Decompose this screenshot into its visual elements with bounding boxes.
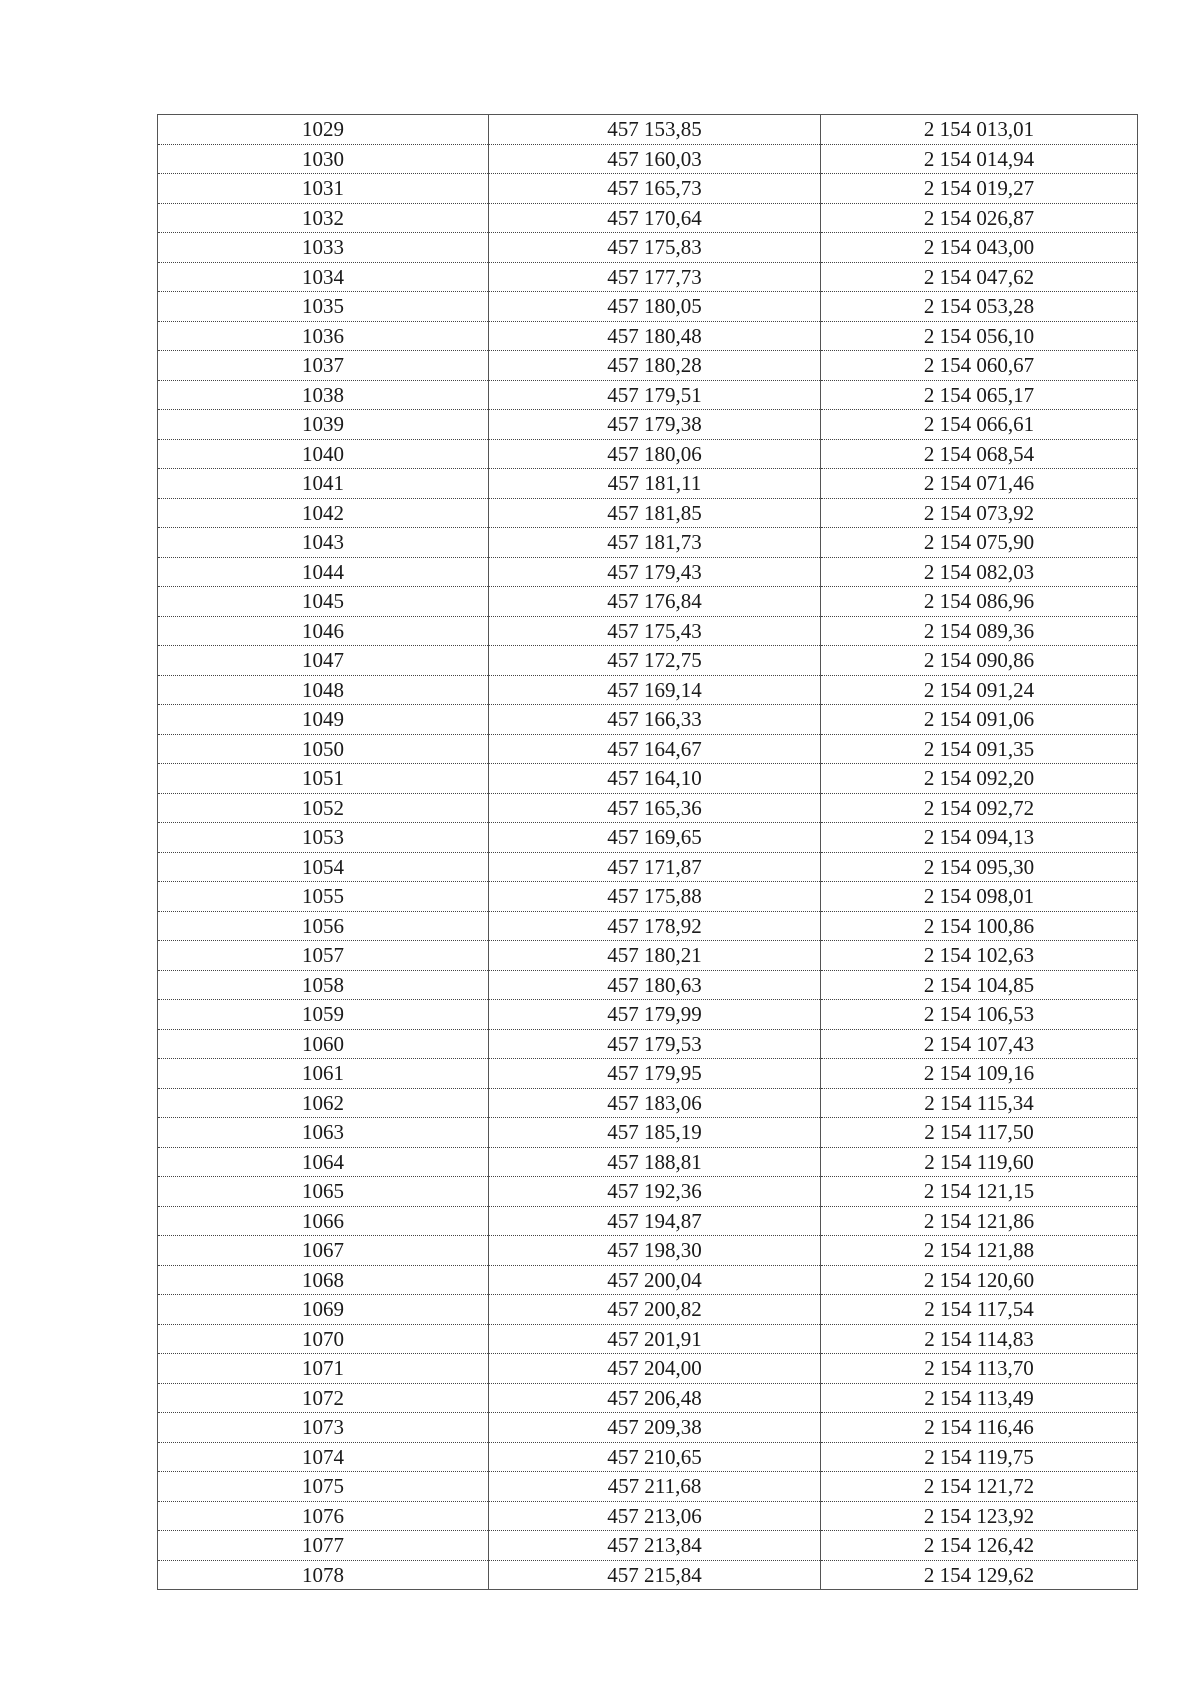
- y-coordinate-cell: 2 154 098,01: [821, 882, 1138, 912]
- x-coordinate-cell: 457 179,99: [489, 1000, 821, 1030]
- point-number-cell: 1042: [158, 498, 489, 528]
- x-coordinate-cell: 457 209,38: [489, 1413, 821, 1443]
- table-row: [158, 941, 1138, 971]
- table-row: [158, 351, 1138, 381]
- y-coordinate-cell: 2 154 123,92: [821, 1501, 1138, 1531]
- point-number-cell: 1069: [158, 1295, 489, 1325]
- y-coordinate-cell: 2 154 014,94: [821, 144, 1138, 174]
- table-row: [158, 911, 1138, 941]
- y-coordinate-cell: 2 154 121,86: [821, 1206, 1138, 1236]
- point-number-cell: 1065: [158, 1177, 489, 1207]
- y-coordinate-cell: 2 154 053,28: [821, 292, 1138, 322]
- y-coordinate-cell: 2 154 089,36: [821, 616, 1138, 646]
- point-number-cell: 1043: [158, 528, 489, 558]
- x-coordinate-cell: 457 179,53: [489, 1029, 821, 1059]
- y-coordinate-cell: 2 154 082,03: [821, 557, 1138, 587]
- x-coordinate-cell: 457 211,68: [489, 1472, 821, 1502]
- table-row: [158, 1088, 1138, 1118]
- point-number-cell: 1057: [158, 941, 489, 971]
- table-row: [158, 144, 1138, 174]
- point-number-cell: 1052: [158, 793, 489, 823]
- y-coordinate-cell: 2 154 094,13: [821, 823, 1138, 853]
- coordinates-table-body: [158, 115, 1138, 1590]
- y-coordinate-cell: 2 154 091,24: [821, 675, 1138, 705]
- x-coordinate-cell: 457 177,73: [489, 262, 821, 292]
- point-number-cell: 1077: [158, 1531, 489, 1561]
- x-coordinate-cell: 457 179,51: [489, 380, 821, 410]
- y-coordinate-cell: 2 154 091,06: [821, 705, 1138, 735]
- table-row: [158, 882, 1138, 912]
- table-row: [158, 764, 1138, 794]
- table-row: [158, 1000, 1138, 1030]
- table-row: [158, 1236, 1138, 1266]
- point-number-cell: 1046: [158, 616, 489, 646]
- table-row: [158, 498, 1138, 528]
- point-number-cell: 1047: [158, 646, 489, 676]
- table-row: [158, 646, 1138, 676]
- table-row: [158, 380, 1138, 410]
- point-number-cell: 1041: [158, 469, 489, 499]
- x-coordinate-cell: 457 213,06: [489, 1501, 821, 1531]
- point-number-cell: 1033: [158, 233, 489, 263]
- x-coordinate-cell: 457 198,30: [489, 1236, 821, 1266]
- x-coordinate-cell: 457 179,38: [489, 410, 821, 440]
- x-coordinate-cell: 457 170,64: [489, 203, 821, 233]
- y-coordinate-cell: 2 154 073,92: [821, 498, 1138, 528]
- table-row: [158, 174, 1138, 204]
- point-number-cell: 1071: [158, 1354, 489, 1384]
- point-number-cell: 1068: [158, 1265, 489, 1295]
- x-coordinate-cell: 457 179,95: [489, 1059, 821, 1089]
- x-coordinate-cell: 457 171,87: [489, 852, 821, 882]
- point-number-cell: 1078: [158, 1560, 489, 1590]
- table-row: [158, 1206, 1138, 1236]
- x-coordinate-cell: 457 166,33: [489, 705, 821, 735]
- x-coordinate-cell: 457 160,03: [489, 144, 821, 174]
- x-coordinate-cell: 457 153,85: [489, 115, 821, 145]
- y-coordinate-cell: 2 154 013,01: [821, 115, 1138, 145]
- x-coordinate-cell: 457 164,67: [489, 734, 821, 764]
- y-coordinate-cell: 2 154 090,86: [821, 646, 1138, 676]
- x-coordinate-cell: 457 179,43: [489, 557, 821, 587]
- point-number-cell: 1030: [158, 144, 489, 174]
- y-coordinate-cell: 2 154 113,49: [821, 1383, 1138, 1413]
- y-coordinate-cell: 2 154 115,34: [821, 1088, 1138, 1118]
- y-coordinate-cell: 2 154 120,60: [821, 1265, 1138, 1295]
- table-row: [158, 823, 1138, 853]
- table-row: [158, 439, 1138, 469]
- table-row: [158, 321, 1138, 351]
- point-number-cell: 1031: [158, 174, 489, 204]
- x-coordinate-cell: 457 165,73: [489, 174, 821, 204]
- x-coordinate-cell: 457 180,21: [489, 941, 821, 971]
- y-coordinate-cell: 2 154 100,86: [821, 911, 1138, 941]
- point-number-cell: 1045: [158, 587, 489, 617]
- x-coordinate-cell: 457 164,10: [489, 764, 821, 794]
- x-coordinate-cell: 457 215,84: [489, 1560, 821, 1590]
- x-coordinate-cell: 457 181,73: [489, 528, 821, 558]
- y-coordinate-cell: 2 154 092,20: [821, 764, 1138, 794]
- y-coordinate-cell: 2 154 106,53: [821, 1000, 1138, 1030]
- x-coordinate-cell: 457 172,75: [489, 646, 821, 676]
- x-coordinate-cell: 457 178,92: [489, 911, 821, 941]
- x-coordinate-cell: 457 175,88: [489, 882, 821, 912]
- x-coordinate-cell: 457 181,11: [489, 469, 821, 499]
- point-number-cell: 1035: [158, 292, 489, 322]
- y-coordinate-cell: 2 154 068,54: [821, 439, 1138, 469]
- y-coordinate-cell: 2 154 113,70: [821, 1354, 1138, 1384]
- table-row: [158, 1560, 1138, 1590]
- y-coordinate-cell: 2 154 065,17: [821, 380, 1138, 410]
- table-row: [158, 587, 1138, 617]
- table-row: [158, 793, 1138, 823]
- point-number-cell: 1076: [158, 1501, 489, 1531]
- table-row: [158, 970, 1138, 1000]
- y-coordinate-cell: 2 154 121,88: [821, 1236, 1138, 1266]
- y-coordinate-cell: 2 154 121,15: [821, 1177, 1138, 1207]
- table-row: [158, 469, 1138, 499]
- x-coordinate-cell: 457 169,65: [489, 823, 821, 853]
- x-coordinate-cell: 457 175,83: [489, 233, 821, 263]
- y-coordinate-cell: 2 154 117,50: [821, 1118, 1138, 1148]
- point-number-cell: 1064: [158, 1147, 489, 1177]
- point-number-cell: 1073: [158, 1413, 489, 1443]
- x-coordinate-cell: 457 210,65: [489, 1442, 821, 1472]
- y-coordinate-cell: 2 154 126,42: [821, 1531, 1138, 1561]
- x-coordinate-cell: 457 176,84: [489, 587, 821, 617]
- x-coordinate-cell: 457 180,63: [489, 970, 821, 1000]
- point-number-cell: 1055: [158, 882, 489, 912]
- y-coordinate-cell: 2 154 043,00: [821, 233, 1138, 263]
- point-number-cell: 1067: [158, 1236, 489, 1266]
- table-row: [158, 852, 1138, 882]
- x-coordinate-cell: 457 185,19: [489, 1118, 821, 1148]
- table-row: [158, 1413, 1138, 1443]
- table-row: [158, 1472, 1138, 1502]
- x-coordinate-cell: 457 200,04: [489, 1265, 821, 1295]
- table-row: [158, 616, 1138, 646]
- table-row: [158, 675, 1138, 705]
- y-coordinate-cell: 2 154 121,72: [821, 1472, 1138, 1502]
- point-number-cell: 1036: [158, 321, 489, 351]
- y-coordinate-cell: 2 154 129,62: [821, 1560, 1138, 1590]
- point-number-cell: 1049: [158, 705, 489, 735]
- point-number-cell: 1029: [158, 115, 489, 145]
- x-coordinate-cell: 457 180,48: [489, 321, 821, 351]
- y-coordinate-cell: 2 154 091,35: [821, 734, 1138, 764]
- point-number-cell: 1061: [158, 1059, 489, 1089]
- point-number-cell: 1039: [158, 410, 489, 440]
- table-row: [158, 1029, 1138, 1059]
- point-number-cell: 1050: [158, 734, 489, 764]
- point-number-cell: 1051: [158, 764, 489, 794]
- y-coordinate-cell: 2 154 060,67: [821, 351, 1138, 381]
- y-coordinate-cell: 2 154 114,83: [821, 1324, 1138, 1354]
- y-coordinate-cell: 2 154 056,10: [821, 321, 1138, 351]
- y-coordinate-cell: 2 154 047,62: [821, 262, 1138, 292]
- table-row: [158, 1501, 1138, 1531]
- x-coordinate-cell: 457 169,14: [489, 675, 821, 705]
- point-number-cell: 1070: [158, 1324, 489, 1354]
- x-coordinate-cell: 457 192,36: [489, 1177, 821, 1207]
- y-coordinate-cell: 2 154 116,46: [821, 1413, 1138, 1443]
- point-number-cell: 1063: [158, 1118, 489, 1148]
- table-row: [158, 1531, 1138, 1561]
- point-number-cell: 1054: [158, 852, 489, 882]
- point-number-cell: 1058: [158, 970, 489, 1000]
- point-number-cell: 1056: [158, 911, 489, 941]
- y-coordinate-cell: 2 154 019,27: [821, 174, 1138, 204]
- y-coordinate-cell: 2 154 102,63: [821, 941, 1138, 971]
- table-row: [158, 1177, 1138, 1207]
- point-number-cell: 1037: [158, 351, 489, 381]
- x-coordinate-cell: 457 181,85: [489, 498, 821, 528]
- x-coordinate-cell: 457 200,82: [489, 1295, 821, 1325]
- table-row: [158, 1295, 1138, 1325]
- y-coordinate-cell: 2 154 117,54: [821, 1295, 1138, 1325]
- x-coordinate-cell: 457 213,84: [489, 1531, 821, 1561]
- x-coordinate-cell: 457 206,48: [489, 1383, 821, 1413]
- point-number-cell: 1075: [158, 1472, 489, 1502]
- table-row: [158, 1383, 1138, 1413]
- point-number-cell: 1048: [158, 675, 489, 705]
- point-number-cell: 1072: [158, 1383, 489, 1413]
- point-number-cell: 1074: [158, 1442, 489, 1472]
- table-row: [158, 1354, 1138, 1384]
- table-row: [158, 1265, 1138, 1295]
- table-row: [158, 528, 1138, 558]
- point-number-cell: 1038: [158, 380, 489, 410]
- point-number-cell: 1034: [158, 262, 489, 292]
- y-coordinate-cell: 2 154 107,43: [821, 1029, 1138, 1059]
- point-number-cell: 1040: [158, 439, 489, 469]
- table-row: [158, 705, 1138, 735]
- table-row: [158, 292, 1138, 322]
- table-row: [158, 1442, 1138, 1472]
- table-row: [158, 1147, 1138, 1177]
- y-coordinate-cell: 2 154 086,96: [821, 587, 1138, 617]
- point-number-cell: 1066: [158, 1206, 489, 1236]
- table-row: [158, 262, 1138, 292]
- table-row: [158, 1118, 1138, 1148]
- table-row: [158, 1324, 1138, 1354]
- table-row: [158, 734, 1138, 764]
- y-coordinate-cell: 2 154 066,61: [821, 410, 1138, 440]
- point-number-cell: 1059: [158, 1000, 489, 1030]
- x-coordinate-cell: 457 183,06: [489, 1088, 821, 1118]
- table-row: [158, 1059, 1138, 1089]
- x-coordinate-cell: 457 204,00: [489, 1354, 821, 1384]
- point-number-cell: 1053: [158, 823, 489, 853]
- x-coordinate-cell: 457 165,36: [489, 793, 821, 823]
- point-number-cell: 1062: [158, 1088, 489, 1118]
- table-row: [158, 233, 1138, 263]
- x-coordinate-cell: 457 201,91: [489, 1324, 821, 1354]
- y-coordinate-cell: 2 154 071,46: [821, 469, 1138, 499]
- point-number-cell: 1044: [158, 557, 489, 587]
- y-coordinate-cell: 2 154 075,90: [821, 528, 1138, 558]
- x-coordinate-cell: 457 180,05: [489, 292, 821, 322]
- x-coordinate-cell: 457 188,81: [489, 1147, 821, 1177]
- x-coordinate-cell: 457 180,06: [489, 439, 821, 469]
- table-row: [158, 557, 1138, 587]
- y-coordinate-cell: 2 154 092,72: [821, 793, 1138, 823]
- point-number-cell: 1032: [158, 203, 489, 233]
- x-coordinate-cell: 457 194,87: [489, 1206, 821, 1236]
- x-coordinate-cell: 457 175,43: [489, 616, 821, 646]
- y-coordinate-cell: 2 154 109,16: [821, 1059, 1138, 1089]
- y-coordinate-cell: 2 154 119,60: [821, 1147, 1138, 1177]
- table-row: [158, 410, 1138, 440]
- table-row: [158, 115, 1138, 145]
- y-coordinate-cell: 2 154 026,87: [821, 203, 1138, 233]
- y-coordinate-cell: 2 154 119,75: [821, 1442, 1138, 1472]
- x-coordinate-cell: 457 180,28: [489, 351, 821, 381]
- y-coordinate-cell: 2 154 095,30: [821, 852, 1138, 882]
- table-row: [158, 203, 1138, 233]
- point-number-cell: 1060: [158, 1029, 489, 1059]
- coordinates-table: [157, 114, 1138, 1590]
- y-coordinate-cell: 2 154 104,85: [821, 970, 1138, 1000]
